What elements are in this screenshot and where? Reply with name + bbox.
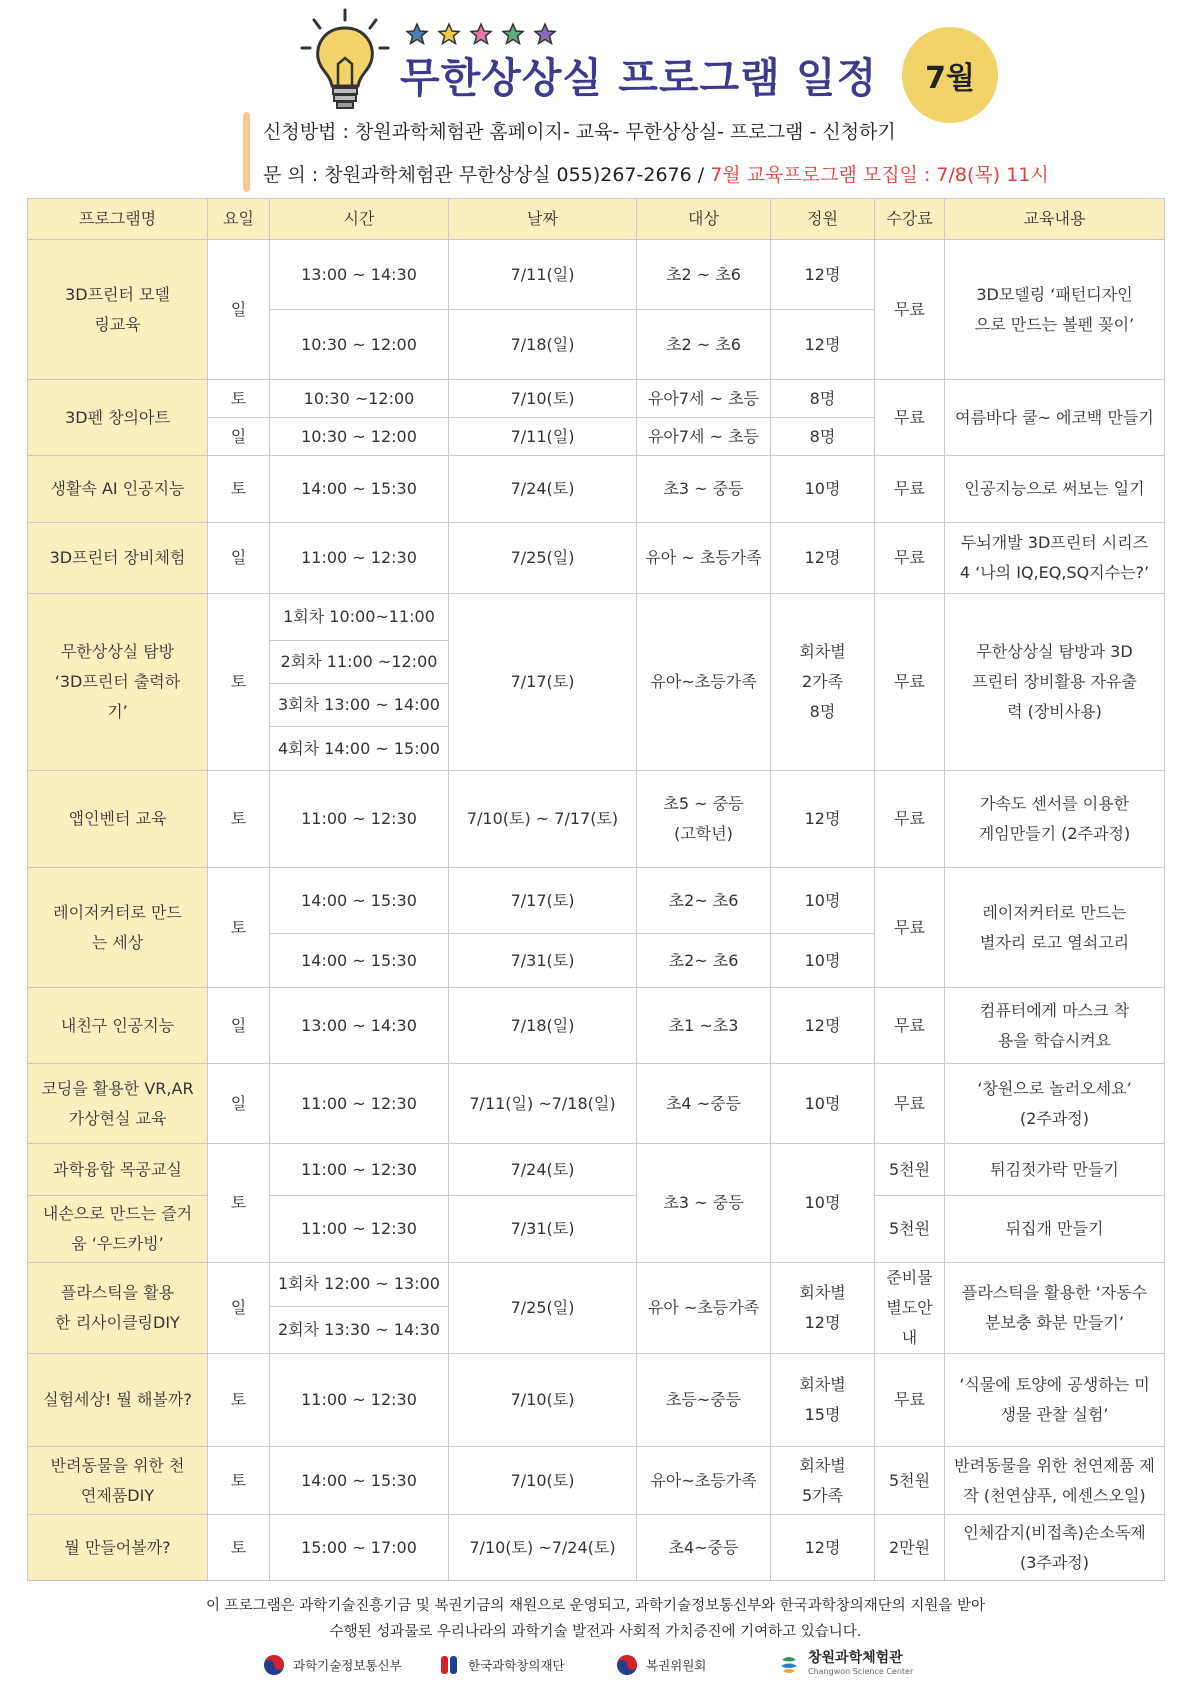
program-name: 과학융합 목공교실 bbox=[28, 1144, 208, 1196]
time-cell: 11:00 ~ 12:30 bbox=[270, 1144, 449, 1196]
date-cell: 7/11(일) ~7/18(일) bbox=[449, 1064, 637, 1144]
time-cell: 14:00 ~ 15:30 bbox=[270, 1447, 449, 1515]
capacity-cell: 12명 bbox=[771, 771, 875, 868]
date-cell: 7/18(일) bbox=[449, 310, 637, 380]
target-cell: 유아~초등가족 bbox=[637, 594, 771, 771]
time-cell: 11:00 ~ 12:30 bbox=[270, 1354, 449, 1447]
fee-cell: 무료 bbox=[875, 240, 945, 380]
month-badge: 7월 bbox=[902, 27, 998, 123]
content-cell: 무한상상실 탐방과 3D프린터 장비활용 자유출력 (장비사용) bbox=[945, 594, 1165, 771]
program-name: 앱인벤터 교육 bbox=[28, 771, 208, 868]
day-cell: 일 bbox=[208, 418, 270, 456]
capacity-cell: 10명 bbox=[771, 1144, 875, 1263]
capacity-cell: 12명 bbox=[771, 1515, 875, 1581]
capacity-cell: 회차별 15명 bbox=[771, 1354, 875, 1447]
date-cell: 7/17(토) bbox=[449, 594, 637, 771]
fee-cell: 무료 bbox=[875, 456, 945, 523]
time-cell: 14:00 ~ 15:30 bbox=[270, 934, 449, 988]
logo-label: 한국과학창의재단 bbox=[468, 1658, 565, 1673]
content-cell: 인공지능으로 써보는 일기 bbox=[945, 456, 1165, 523]
day-cell: 일 bbox=[208, 988, 270, 1064]
table-row bbox=[28, 1144, 1165, 1196]
table-row bbox=[28, 988, 1165, 1064]
column-header: 프로그램명 bbox=[28, 199, 208, 240]
time-cell: 13:00 ~ 14:30 bbox=[270, 240, 449, 310]
column-header: 시간 bbox=[270, 199, 449, 240]
time-cell: 15:00 ~ 17:00 bbox=[270, 1515, 449, 1581]
time-cell: 11:00 ~ 12:30 bbox=[270, 771, 449, 868]
program-name: 내친구 인공지능 bbox=[28, 988, 208, 1064]
time-cell: 11:00 ~ 12:30 bbox=[270, 523, 449, 594]
logo-label: 창원과학체험관 bbox=[808, 1650, 903, 1666]
date-cell: 7/10(토) ~ 7/17(토) bbox=[449, 771, 637, 868]
contact-info: 문 의 : 창원과학체험관 무한상상실 055)267-2676 / bbox=[263, 164, 711, 186]
fee-cell: 무료 bbox=[875, 1354, 945, 1447]
target-cell: 초3 ~ 중등 bbox=[637, 1144, 771, 1263]
day-cell: 토 bbox=[208, 1447, 270, 1515]
target-cell: 초2 ~ 초6 bbox=[637, 310, 771, 380]
content-cell: 3D모델링 ‘패턴디자인으로 만드는 볼펜 꽂이’ bbox=[945, 240, 1165, 380]
info-accent-bar bbox=[243, 112, 250, 192]
program-name: 레이저커터로 만드는 세상 bbox=[28, 868, 208, 988]
fee-cell: 무료 bbox=[875, 1064, 945, 1144]
time-cell: 3회차 13:00 ~ 14:00 bbox=[270, 684, 449, 727]
capacity-cell: 회차별 12명 bbox=[771, 1263, 875, 1354]
fee-cell: 무료 bbox=[875, 988, 945, 1064]
target-cell: 유아 ~초등가족 bbox=[637, 1263, 771, 1354]
target-cell: 초4~중등 bbox=[637, 1515, 771, 1581]
target-cell: 유아7세 ~ 초등 bbox=[637, 380, 771, 418]
capacity-cell: 회차별 5가족 bbox=[771, 1447, 875, 1515]
recruit-date-text: 7월 교육프로그램 모집일 : 7/8(목) 11시 bbox=[710, 164, 1049, 186]
column-header: 날짜 bbox=[449, 199, 637, 240]
time-cell: 10:30 ~ 12:00 bbox=[270, 418, 449, 456]
date-cell: 7/11(일) bbox=[449, 418, 637, 456]
table-row bbox=[28, 1064, 1165, 1144]
logo-sublabel: Changwon Science Center bbox=[808, 1667, 914, 1676]
content-cell: ‘창원으로 놀러오세요’ (2주과정) bbox=[945, 1064, 1165, 1144]
table-row bbox=[28, 523, 1165, 594]
fee-cell: 5천원 bbox=[875, 1144, 945, 1196]
day-cell: 토 bbox=[208, 1144, 270, 1263]
table-row bbox=[28, 868, 1165, 934]
content-cell: 여름바다 쿨~ 에코백 만들기 bbox=[945, 380, 1165, 456]
program-name: 플라스틱을 활용한 리사이클링DIY bbox=[28, 1263, 208, 1354]
program-name: 무한상상실 탐방 ‘3D프린터 출력하기’ bbox=[28, 594, 208, 771]
time-cell: 14:00 ~ 15:30 bbox=[270, 456, 449, 523]
taegeuk-icon bbox=[263, 1654, 285, 1676]
target-cell: 유아7세 ~ 초등 bbox=[637, 418, 771, 456]
date-cell: 7/24(토) bbox=[449, 1144, 637, 1196]
program-name: 3D펜 창의아트 bbox=[28, 380, 208, 456]
time-cell: 11:00 ~ 12:30 bbox=[270, 1064, 449, 1144]
day-cell: 토 bbox=[208, 771, 270, 868]
day-cell: 토 bbox=[208, 1515, 270, 1581]
program-name: 뭘 만들어볼까? bbox=[28, 1515, 208, 1581]
table-row bbox=[28, 771, 1165, 868]
capacity-cell: 10명 bbox=[771, 868, 875, 934]
day-cell: 일 bbox=[208, 1064, 270, 1144]
date-cell: 7/18(일) bbox=[449, 988, 637, 1064]
column-header: 정원 bbox=[771, 199, 875, 240]
program-name: 생활속 AI 인공지능 bbox=[28, 456, 208, 523]
changwon-logo-icon bbox=[778, 1654, 800, 1676]
star-icon bbox=[469, 22, 493, 46]
program-name: 반려동물을 위한 천연제품DIY bbox=[28, 1447, 208, 1515]
content-cell: 플라스틱을 활용한 ‘자동수분보충 화분 만들기’ bbox=[945, 1263, 1165, 1354]
capacity-cell: 12명 bbox=[771, 523, 875, 594]
date-cell: 7/24(토) bbox=[449, 456, 637, 523]
lightbulb-icon bbox=[300, 8, 390, 118]
funding-notice-line: 수행된 성과물로 우리나라의 과학기술 발전과 사회적 가치증진에 기여하고 있습니다. bbox=[329, 1624, 862, 1640]
logo-label: 과학기술정보통신부 bbox=[293, 1658, 402, 1673]
day-cell: 토 bbox=[208, 594, 270, 771]
sponsor-logos bbox=[0, 1650, 1191, 1680]
program-name: 3D프린터 모델링교육 bbox=[28, 240, 208, 380]
day-cell: 토 bbox=[208, 380, 270, 418]
star-icon bbox=[405, 22, 429, 46]
content-cell: 인체감지(비접촉)손소독제 (3주과정) bbox=[945, 1515, 1165, 1581]
time-cell: 10:30 ~12:00 bbox=[270, 380, 449, 418]
table-row bbox=[28, 1263, 1165, 1307]
target-cell: 초2~ 초6 bbox=[637, 868, 771, 934]
logo-lottery-commission bbox=[616, 1650, 706, 1680]
table-row bbox=[28, 456, 1165, 523]
logo-label: 복권위원회 bbox=[646, 1658, 707, 1673]
column-header: 수강료 bbox=[875, 199, 945, 240]
time-cell: 10:30 ~ 12:00 bbox=[270, 310, 449, 380]
capacity-cell: 10명 bbox=[771, 1064, 875, 1144]
date-cell: 7/10(토) ~7/24(토) bbox=[449, 1515, 637, 1581]
day-cell: 일 bbox=[208, 523, 270, 594]
date-cell: 7/17(토) bbox=[449, 868, 637, 934]
capacity-cell: 12명 bbox=[771, 310, 875, 380]
content-cell: 반려동물을 위한 천연제품 제작 (천연샴푸, 에센스오일) bbox=[945, 1447, 1165, 1515]
target-cell: 초등~중등 bbox=[637, 1354, 771, 1447]
program-name: 코딩을 활용한 VR,AR 가상현실 교육 bbox=[28, 1064, 208, 1144]
taegeuk-icon bbox=[616, 1654, 638, 1676]
capacity-cell: 12명 bbox=[771, 988, 875, 1064]
table-row bbox=[28, 240, 1165, 310]
time-cell: 4회차 14:00 ~ 15:00 bbox=[270, 727, 449, 771]
fee-cell: 5천원 bbox=[875, 1196, 945, 1263]
date-cell: 7/25(일) bbox=[449, 1263, 637, 1354]
column-header: 교육내용 bbox=[945, 199, 1165, 240]
fee-cell: 5천원 bbox=[875, 1447, 945, 1515]
fee-cell: 2만원 bbox=[875, 1515, 945, 1581]
capacity-cell: 10명 bbox=[771, 456, 875, 523]
date-cell: 7/10(토) bbox=[449, 1447, 637, 1515]
table-row bbox=[28, 1515, 1165, 1581]
funding-notice bbox=[0, 1593, 1191, 1645]
time-cell: 2회차 13:30 ~ 14:30 bbox=[270, 1306, 449, 1353]
program-name: 3D프린터 장비체험 bbox=[28, 523, 208, 594]
date-cell: 7/10(토) bbox=[449, 380, 637, 418]
date-cell: 7/25(일) bbox=[449, 523, 637, 594]
day-cell: 일 bbox=[208, 1263, 270, 1354]
capacity-cell: 12명 bbox=[771, 240, 875, 310]
content-cell: 레이저커터로 만드는 별자리 로고 열쇠고리 bbox=[945, 868, 1165, 988]
date-cell: 7/11(일) bbox=[449, 240, 637, 310]
column-header: 요일 bbox=[208, 199, 270, 240]
target-cell: 유아~초등가족 bbox=[637, 1447, 771, 1515]
date-cell: 7/31(토) bbox=[449, 934, 637, 988]
page-title: 무한상상실 프로그램 일정 bbox=[400, 54, 878, 102]
logo-changwon-science-center bbox=[778, 1650, 913, 1680]
fee-cell: 무료 bbox=[875, 868, 945, 988]
time-cell: 1회차 10:00~11:00 bbox=[270, 594, 449, 641]
target-cell: 유아 ~ 초등가족 bbox=[637, 523, 771, 594]
apply-method-text: 신청방법 : 창원과학체험관 홈페이지- 교육- 무한상상실- 프로그램 - 신청하기 bbox=[263, 121, 896, 143]
target-cell: 초2~ 초6 bbox=[637, 934, 771, 988]
fee-cell: 무료 bbox=[875, 523, 945, 594]
target-cell: 초5 ~ 중등 (고학년) bbox=[637, 771, 771, 868]
date-cell: 7/31(토) bbox=[449, 1196, 637, 1263]
capacity-cell: 8명 bbox=[771, 418, 875, 456]
content-cell: 튀김젓가락 만들기 bbox=[945, 1144, 1165, 1196]
schedule-table bbox=[27, 198, 1165, 1581]
program-name: 내손으로 만드는 즐거움 ‘우드카빙’ bbox=[28, 1196, 208, 1263]
target-cell: 초1 ~초3 bbox=[637, 988, 771, 1064]
target-cell: 초4 ~중등 bbox=[637, 1064, 771, 1144]
kofac-logo-icon bbox=[438, 1654, 460, 1676]
target-cell: 초2 ~ 초6 bbox=[637, 240, 771, 310]
table-row bbox=[28, 1447, 1165, 1515]
logo-kofac bbox=[438, 1650, 565, 1680]
table-header-row bbox=[28, 199, 1165, 240]
funding-notice-line: 이 프로그램은 과학기술진흥기금 및 복권기금의 재원으로 운영되고, 과학기술정보통신부와 한국과학창의재단의 지원을 받아 bbox=[205, 1598, 986, 1614]
capacity-cell: 8명 bbox=[771, 380, 875, 418]
day-cell: 토 bbox=[208, 868, 270, 988]
capacity-cell: 10명 bbox=[771, 934, 875, 988]
capacity-cell: 회차별 2가족 8명 bbox=[771, 594, 875, 771]
table-row bbox=[28, 380, 1165, 418]
fee-cell: 무료 bbox=[875, 771, 945, 868]
content-cell: 가속도 센서를 이용한 게임만들기 (2주과정) bbox=[945, 771, 1165, 868]
target-cell: 초3 ~ 중등 bbox=[637, 456, 771, 523]
fee-cell: 준비물 별도안내 bbox=[875, 1263, 945, 1354]
time-cell: 2회차 11:00 ~12:00 bbox=[270, 641, 449, 684]
content-cell: 뒤집개 만들기 bbox=[945, 1196, 1165, 1263]
time-cell: 14:00 ~ 15:30 bbox=[270, 868, 449, 934]
star-icon bbox=[501, 22, 525, 46]
content-cell: 두뇌개발 3D프린터 시리즈 4 ‘나의 IQ,EQ,SQ지수는?’ bbox=[945, 523, 1165, 594]
time-cell: 1회차 12:00 ~ 13:00 bbox=[270, 1263, 449, 1307]
fee-cell: 무료 bbox=[875, 594, 945, 771]
content-cell: 컴퓨터에게 마스크 착용을 학습시켜요 bbox=[945, 988, 1165, 1064]
program-name: 실험세상! 뭘 해볼까? bbox=[28, 1354, 208, 1447]
table-row bbox=[28, 1196, 1165, 1263]
day-cell: 토 bbox=[208, 456, 270, 523]
day-cell: 토 bbox=[208, 1354, 270, 1447]
logo-msit bbox=[263, 1650, 402, 1680]
column-header: 대상 bbox=[637, 199, 771, 240]
star-icon bbox=[533, 22, 557, 46]
star-icon bbox=[437, 22, 461, 46]
content-cell: ‘식물에 토양에 공생하는 미생물 관찰 실험’ bbox=[945, 1354, 1165, 1447]
time-cell: 11:00 ~ 12:30 bbox=[270, 1196, 449, 1263]
fee-cell: 무료 bbox=[875, 380, 945, 456]
contact-text bbox=[263, 160, 1049, 187]
time-cell: 13:00 ~ 14:30 bbox=[270, 988, 449, 1064]
table-row bbox=[28, 1354, 1165, 1447]
table-row bbox=[28, 594, 1165, 641]
date-cell: 7/10(토) bbox=[449, 1354, 637, 1447]
day-cell: 일 bbox=[208, 240, 270, 380]
